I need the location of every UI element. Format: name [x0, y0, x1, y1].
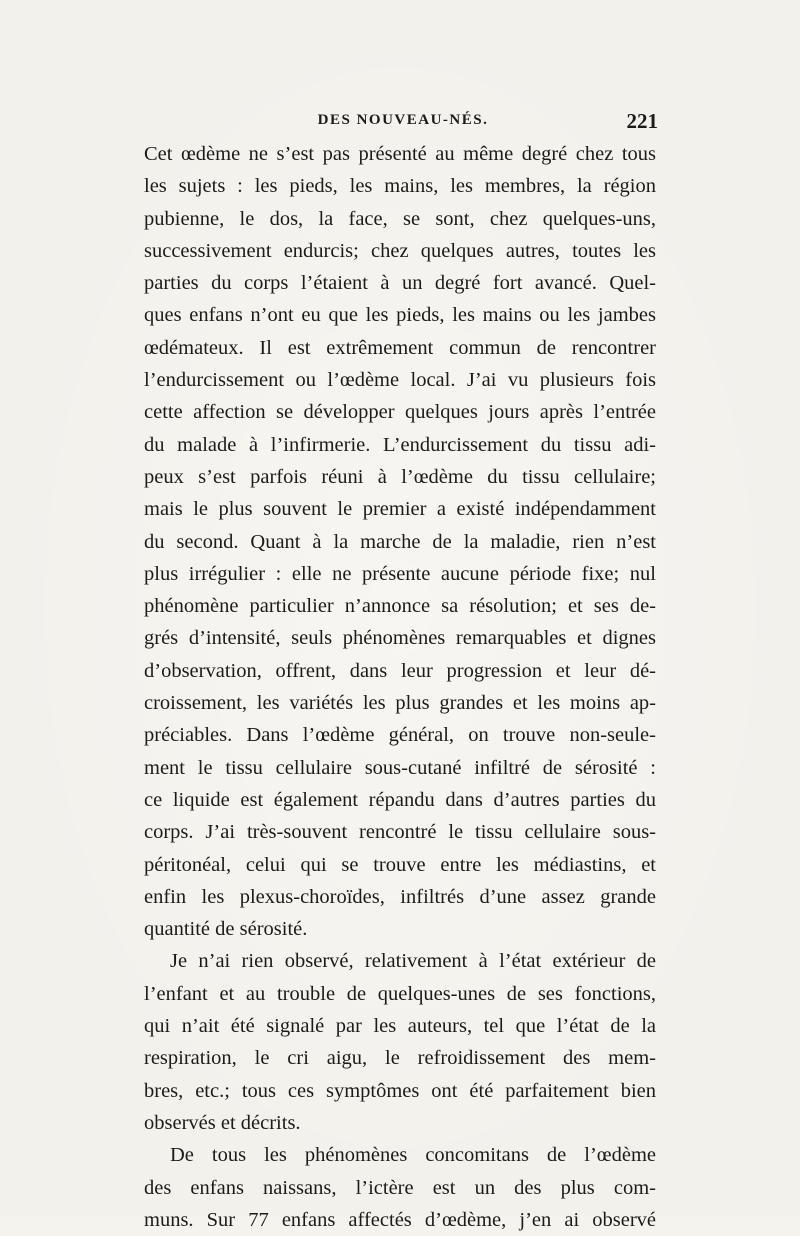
text-line: préciables. Dans l’œdème général, on trouve non-seule-	[144, 724, 656, 747]
text-line: ce liquide est également répandu dans d’autres parties du	[144, 788, 656, 811]
text-line: ment le tissu cellulaire sous-cutané infiltré de sérosité :	[144, 756, 656, 779]
text-line: muns. Sur 77 enfans affectés d’œdème, j’en ai observé	[144, 1208, 656, 1231]
text-line: qui n’ait été signalé par les auteurs, tel que l’état de la	[144, 1015, 656, 1038]
text-line: peux s’est parfois réuni à l’œdème du tissu cellulaire;	[144, 465, 656, 488]
page-number: 221	[626, 109, 658, 133]
text-line: œdémateux. Il est extrêmement commun de rencontrer	[144, 336, 656, 359]
text-line: mais le plus souvent le premier a existé indépendamment	[144, 498, 656, 521]
text-line: ques enfans n’ont eu que les pieds, les mains ou les jambes	[144, 304, 656, 327]
text-line: plus irrégulier : elle ne présente aucune période fixe; nul	[144, 562, 656, 585]
text-line: d’observation, offrent, dans leur progression et leur dé-	[144, 659, 656, 682]
text-line: observés et décrits.	[144, 1111, 301, 1134]
text-line: respiration, le cri aigu, le refroidissement des mem-	[144, 1047, 656, 1070]
text-line: l’endurcissement ou l’œdème local. J’ai vu plusieurs fois	[144, 369, 656, 392]
text-line: Je n’ai rien observé, relativement à l’état extérieur de	[170, 950, 656, 973]
text-line: péritonéal, celui qui se trouve entre les médiastins, et	[144, 853, 656, 876]
text-line: parties du corps l’étaient à un degré fort avancé. Quel-	[144, 272, 656, 295]
running-title: DES NOUVEAU-NÉS.	[317, 112, 489, 128]
text-line: cette affection se développer quelques jours après l’entrée	[144, 401, 656, 424]
text-line: grés d’intensité, seuls phénomènes remarquables et dignes	[144, 627, 656, 650]
body-text	[144, 138, 656, 1236]
text-line: Cet œdème ne s’est pas présenté au même degré chez tous	[144, 143, 656, 165]
text-line: enfin les plexus-choroïdes, infiltrés d’une assez grande	[144, 885, 656, 908]
text-line: du second. Quant à la marche de la maladie, rien n’est	[144, 530, 656, 553]
text-line: du malade à l’infirmerie. L’endurcissement du tissu adi-	[144, 433, 656, 456]
text-line: corps. J’ai très-souvent rencontré le tissu cellulaire sous-	[144, 821, 656, 844]
running-head	[148, 108, 658, 138]
text-line: pubienne, le dos, la face, se sont, chez quelques-uns,	[144, 207, 656, 230]
text-line: quantité de sérosité.	[144, 918, 308, 941]
text-line: des enfans naissans, l’ictère est un des plus com-	[144, 1176, 656, 1199]
text-line: De tous les phénomènes concomitans de l’œdème	[170, 1144, 656, 1167]
text-line: l’enfant et au trouble de quelques-unes de ses fonctions,	[144, 982, 656, 1005]
text-line: croissement, les variétés les plus grandes et les moins ap-	[144, 692, 656, 715]
text-line: les sujets : les pieds, les mains, les membres, la région	[144, 175, 656, 198]
text-line: phénomène particulier n’annonce sa résolution; et ses de-	[144, 595, 656, 618]
text-line: bres, etc.; tous ces symptômes ont été parfaitement bien	[144, 1079, 656, 1102]
text-line: successivement endurcis; chez quelques autres, toutes les	[144, 239, 656, 262]
